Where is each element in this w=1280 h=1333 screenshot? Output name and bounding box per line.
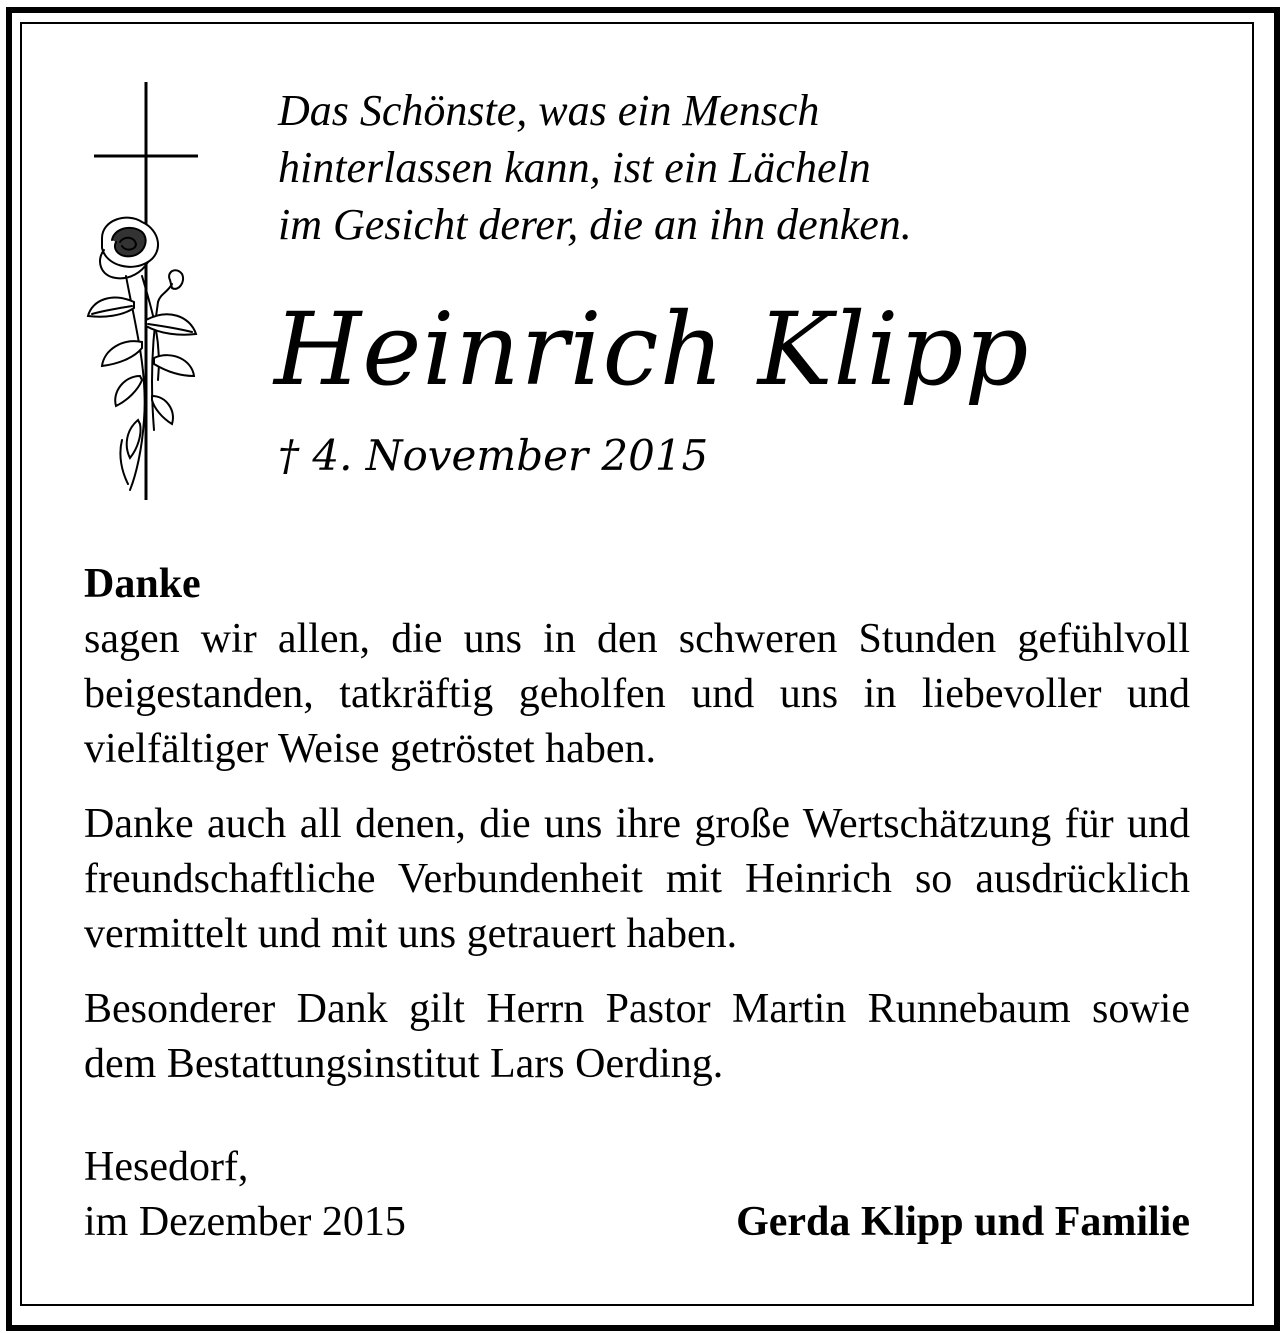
thank-you-paragraph: Danke auch all denen, die uns ihre große Wertschätzung für und freundschaftliche Verbundenheit mit Heinrich so ausdrücklich vermittelt und mit uns getrauert haben. [84,801,1190,957]
closing-row [84,1195,1190,1250]
signature: Gerda Klipp und Familie [736,1199,1190,1245]
thank-you-text [84,557,1190,1092]
memorial-quote [278,82,1158,253]
quote-line: Das Schönste, was ein Mensch [278,86,820,135]
thank-you-paragraph: sagen wir allen, die uns in den schweren Stunden gefühlvoll beigestanden, tatkräftig geholfen und uns in liebevoller und vielfältiger Weise getröstet haben. [84,616,1190,772]
closing-place: Hesedorf, [84,1144,249,1190]
quote-line: hinterlassen kann, ist ein Lächeln [278,143,871,192]
closing-date: im Dezember 2015 [84,1199,406,1245]
deceased-name: Heinrich Klipp [274,291,1030,408]
closing-block [84,1140,1190,1250]
quote-line: im Gesicht derer, die an ihn denken. [278,200,912,249]
thank-you-heading: Danke [84,561,201,607]
thank-you-paragraph: Besonderer Dank gilt Herrn Pastor Martin Runnebaum sowie dem Bestattungsinstitut Lars Oerding. [84,986,1190,1087]
cross-and-rose-emblem [82,80,212,505]
death-date: † 4. November 2015 [278,431,709,480]
rose-icon [88,218,196,490]
